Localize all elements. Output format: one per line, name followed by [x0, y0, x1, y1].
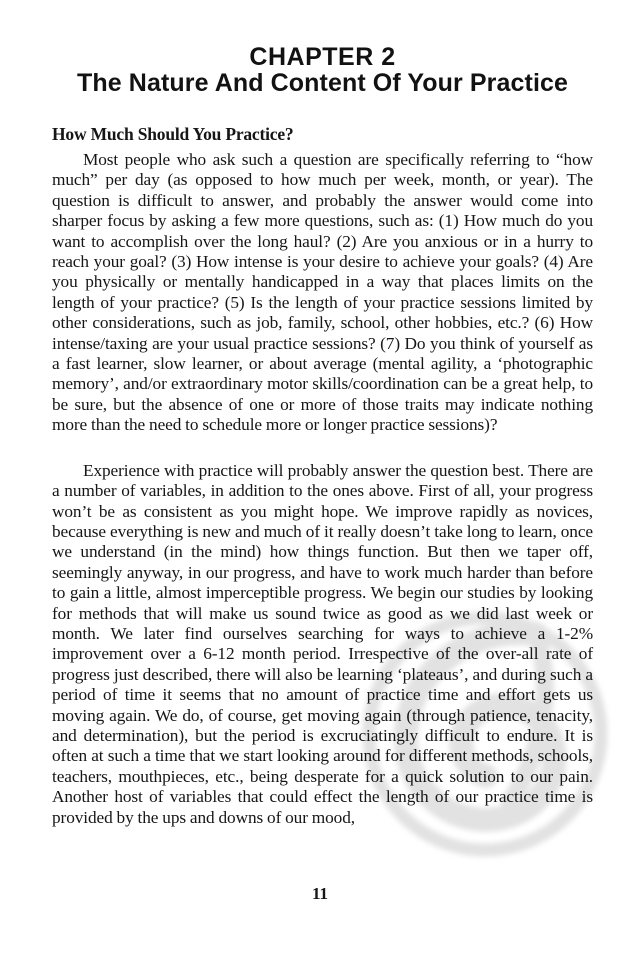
paragraph-how-much: Most people who ask such a question are specifically referring to “how much” per day (as opposed to how much per week, month, or year). The question is difficult to answer, and probably the answer would come into sharper focus by asking a few more questions, such as: (1) How much do you want to accomplish over the long haul? (2) Are you anxious or in a hurry to reach your goal? (3) How intense is your desire to achieve your goals? (4) Are you physically or mentally handicapped in a way that places limits on the length of your practice? (5) Is the length of your practice sessions limited by other considerations, such as job, family, school, other hobbies, etc.? (6) How intense/taxing are your usual practice sessions? (7) Do you think of yourself as a fast learner, slow learner, or about average (mental agility, a ‘photographic memory’, and/or extraordinary motor skills/coordination can be a great help, to be sure, but the absence of one or more of those traits may indicate nothing more than the need to schedule more or longer practice sessions)?: [52, 150, 593, 435]
chapter-title-heading: The Nature And Content Of Your Practice: [77, 69, 568, 97]
page-number: 11: [311, 884, 329, 903]
text-column: [52, 0, 593, 828]
chapter-number-heading: CHAPTER 2: [249, 43, 396, 71]
section-heading: How Much Should You Practice?: [52, 124, 294, 144]
paragraph-experience: Experience with practice will probably answer the question best. There are a number of variables, in addition to the ones above. First of all, your progress won’t be as consistent as you might hope. We improve rapidly as novices, because everything is new and much of it really doesn’t take long to learn, once we understand (in the mind) how things function. But then we taper off, seemingly anyway, in our progress, and have to work much harder than before to gain a little, almost imperceptible progress. We begin our studies by looking for methods that will make us sound twice as good as we did last week or month. We later find ourselves searching for ways to achieve a 1-2% improvement over a 6-12 month period. Irrespective of the over-all rate of progress just described, there will also be learning ‘plateaus’, and during such a period of time it seems that no amount of practice time and effort gets us moving again. We do, of course, get moving again (through patience, tenacity, and determination), but the period is excruciatingly difficult to endure. It is often at such a time that we start looking around for different methods, schools, teachers, mouthpieces, etc., being desperate for a quick solution to our pain. Another host of variables that could effect the length of our practice time is provided by the ups and downs of our mood,: [52, 460, 593, 827]
